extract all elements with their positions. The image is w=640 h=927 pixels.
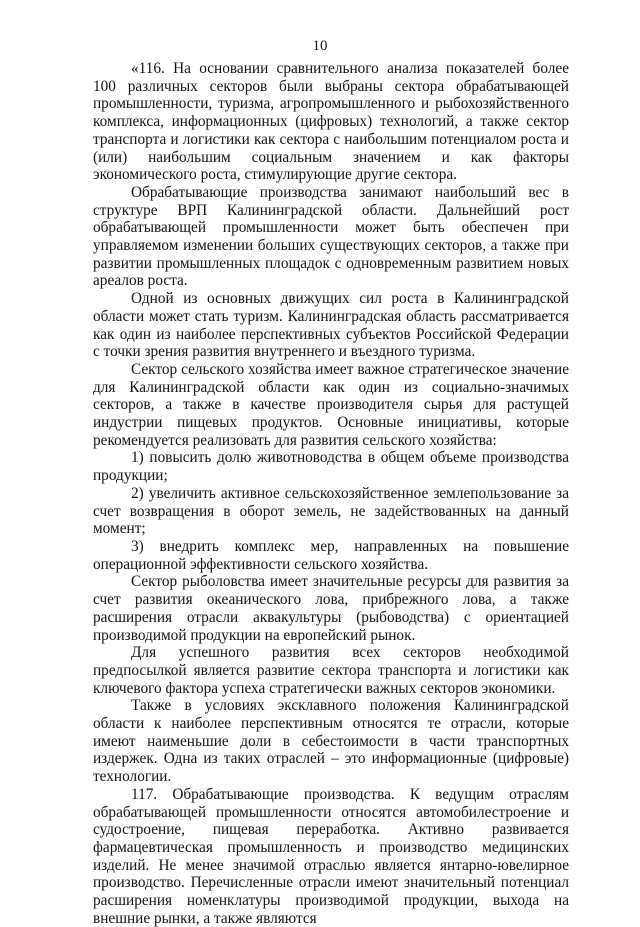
list-item-3: 3) внедрить комплекс мер, направленных на повышение операционной эффективности сельского хозяйства. <box>93 537 569 573</box>
document-body <box>93 60 569 927</box>
paragraph-tourism: Одной из основных движущих сил роста в Калининградской области может стать туризм. Калининградская область рассматривается как один из наиболее перспективных субъектов Российской Федерации с точки зрения развития внутреннего и въездного туризма. <box>93 290 569 361</box>
list-item-1: 1) повысить долю животноводства в общем объеме производства продукции; <box>93 449 569 485</box>
paragraph-116-intro: «116. На основании сравнительного анализа показателей более 100 различных секторов были выбраны сектора обрабатывающей промышленности, туризма, агропромышленного и рыбохозяйственного комплекса, информационных (цифровых) технологий, а также сектор транспорта и логистики как сектора с наибольшим потенциалом роста и (или) наибольшим социальным значением и как факторы экономического роста, стимулирующие другие сектора. <box>93 60 569 184</box>
paragraph-transport: Для успешного развития всех секторов необходимой предпосылкой является развитие сектора транспорта и логистики как ключевого фактора успеха стратегически важных секторов экономики. <box>93 644 569 697</box>
list-item-2: 2) увеличить активное сельскохозяйственное землепользование за счет возвращения в оборот земель, не задействованных на данный момент; <box>93 484 569 538</box>
paragraph-117: 117. Обрабатывающие производства. К ведущим отраслям обрабатывающей промышленности относятся автомобилестроение и судостроение, пищевая переработка. Активно развивается фармацевтическая промышленность и производство медицинских изделий. Не менее значимой отраслью является янтарно-ювелирное производство. Перечисленные отрасли имеют значительный потенциал расширения номенклатуры производимой продукции, выхода на внешние рынки, а также являются <box>93 785 569 927</box>
page-number: 10 <box>312 38 328 54</box>
paragraph-manufacturing: Обрабатывающие производства занимают наибольший вес в структуре ВРП Калининградской области. Дальнейший рост обрабатывающей промышленности может быть обеспечен при управляемом изменении больших существующих секторов, а также при развитии промышленных площадок с одновременным развитием новых ареалов роста. <box>93 183 569 290</box>
paragraph-agriculture: Сектор сельского хозяйства имеет важное стратегическое значение для Калининградской области как один из социально-значимых секторов, а также в качестве производителя сырья для растущей индустрии пищевых продуктов. Основные инициативы, которые рекомендуется реализовать для развития сельского хозяйства: <box>93 360 569 449</box>
paragraph-it: Также в условиях эксклавного положения Калининградской области к наиболее перспективным относятся те отрасли, которые имеют наименьшие доли в себестоимости в части транспортных издержек. Одна из таких отраслей – это информационные (цифровые) технологии. <box>93 697 569 786</box>
paragraph-fishing: Сектор рыболовства имеет значительные ресурсы для развития за счет развития океанического лова, прибрежного лова, а также расширения отрасли аквакультуры (рыбоводства) с ориентацией производимой продукции на европейский рынок. <box>93 573 569 644</box>
